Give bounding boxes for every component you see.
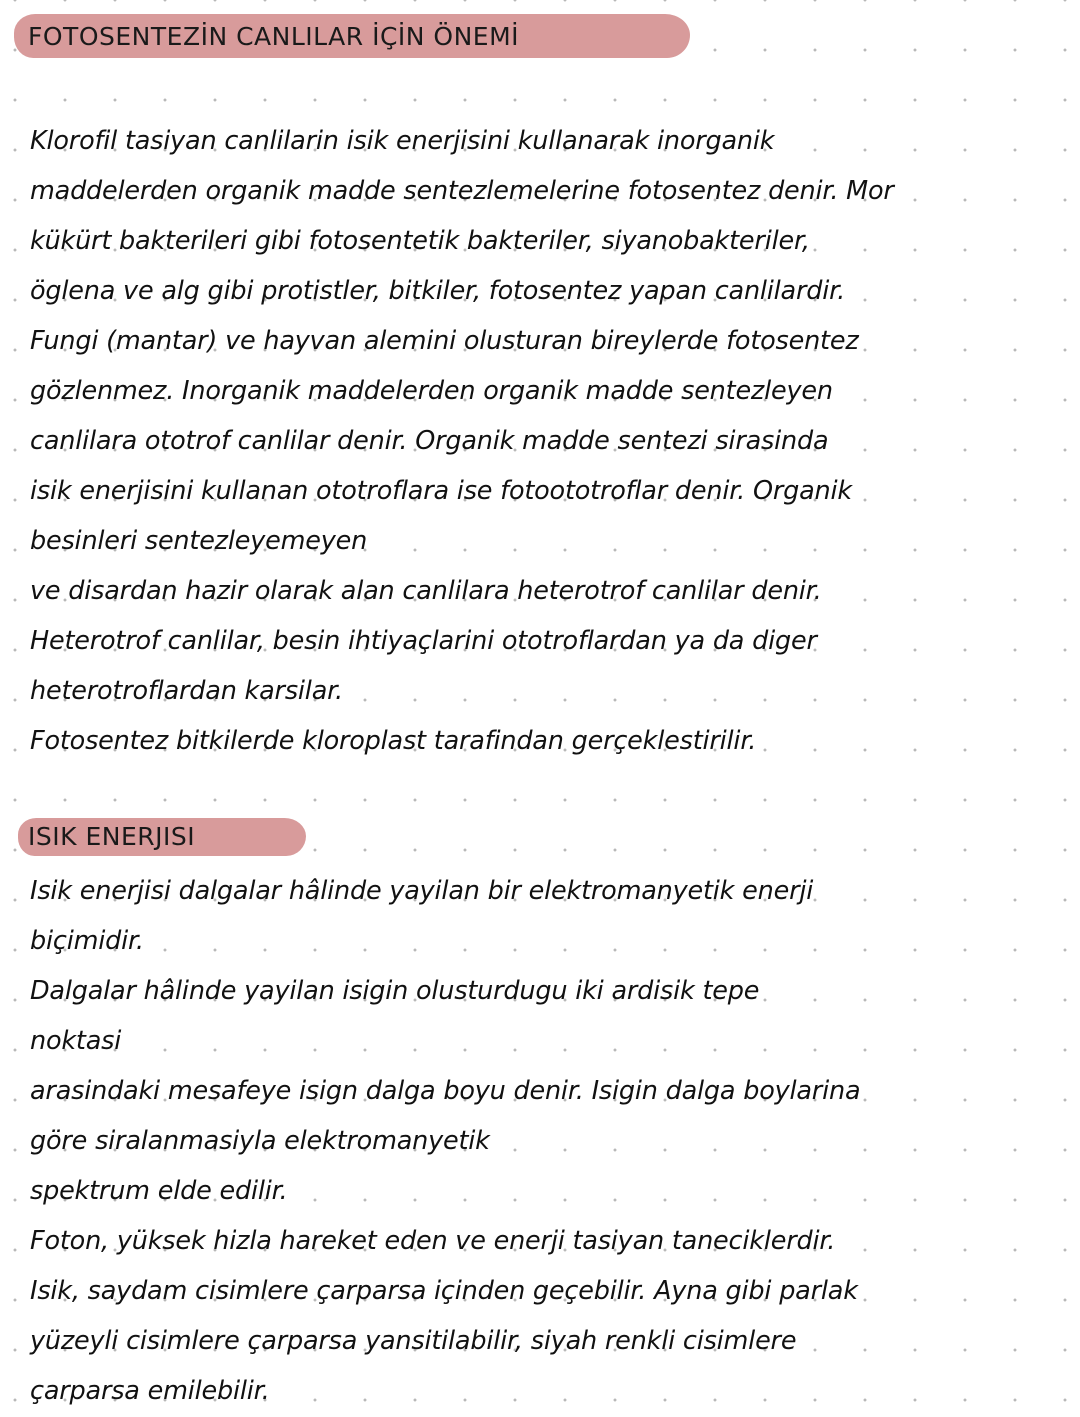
text-line: ve disardan hazir olarak alan canlilara heterotrof canlilar denir. <box>30 576 822 606</box>
text-line: noktasi <box>30 1026 122 1056</box>
section-heading-light-energy <box>28 822 195 851</box>
section-heading-photosynthesis-importance <box>28 22 519 51</box>
text-line: göre siralanmasiyla elektromanyetik <box>30 1126 490 1156</box>
text-line: gözlenmez. Inorganik maddelerden organik madde sentezleyen <box>30 376 833 406</box>
heading-text: FOTOSENTEZİN CANLILAR İÇİN ÖNEMİ <box>28 22 520 51</box>
text-line: arasindaki mesafeye isign dalga boyu denir. Isigin dalga boylarina <box>30 1076 861 1106</box>
text-line: kükürt bakterileri gibi fotosentetik bakteriler, siyanobakteriler, <box>30 226 810 256</box>
text-line: spektrum elde edilir. <box>30 1176 288 1206</box>
text-line: Dalgalar hâlinde yayilan isigin olusturdugu iki ardisik tepe <box>30 976 760 1006</box>
text-line: biçimidir. <box>30 926 144 956</box>
text-line: heterotroflardan karsilar. <box>30 676 343 706</box>
heading-text: ISIK ENERJISI <box>28 822 196 851</box>
text-line: Klorofil tasiyan canlilarin isik enerjisini kullanarak inorganik <box>30 126 775 156</box>
text-line: Isik, saydam cisimlere çarparsa içinden geçebilir. Ayna gibi parlak <box>30 1276 858 1306</box>
text-line: Fotosentez bitkilerde kloroplast tarafindan gerçeklestirilir. <box>30 726 757 756</box>
text-line: besinleri sentezleyemeyen <box>30 526 368 556</box>
text-line: çarparsa emilebilir. <box>30 1376 270 1406</box>
text-line: yüzeyli cisimlere çarparsa yansitilabilir, siyah renkli cisimlere <box>30 1326 797 1356</box>
text-line: canlilara ototrof canlilar denir. Organik madde sentezi sirasinda <box>30 426 829 456</box>
text-line: Heterotrof canlilar, besin ihtiyaçlarini ototroflardan ya da diger <box>30 626 817 656</box>
text-line: isik enerjisini kullanan ototroflara ise fotoototroflar denir. Organik <box>30 476 852 506</box>
text-line: maddelerden organik madde sentezlemelerine fotosentez denir. Mor <box>30 176 894 206</box>
section-body-photosynthesis-importance <box>30 116 1070 766</box>
text-line: Fungi (mantar) ve hayvan alemini olusturan bireylerde fotosentez <box>30 326 859 356</box>
text-line: öglena ve alg gibi protistler, bitkiler, fotosentez yapan canlilardir. <box>30 276 845 306</box>
text-line: Isik enerjisi dalgalar hâlinde yayilan bir elektromanyetik enerji <box>30 876 814 906</box>
section-body-light-energy <box>30 866 1070 1416</box>
text-line: Foton, yüksek hizla hareket eden ve enerji tasiyan taneciklerdir. <box>30 1226 836 1256</box>
